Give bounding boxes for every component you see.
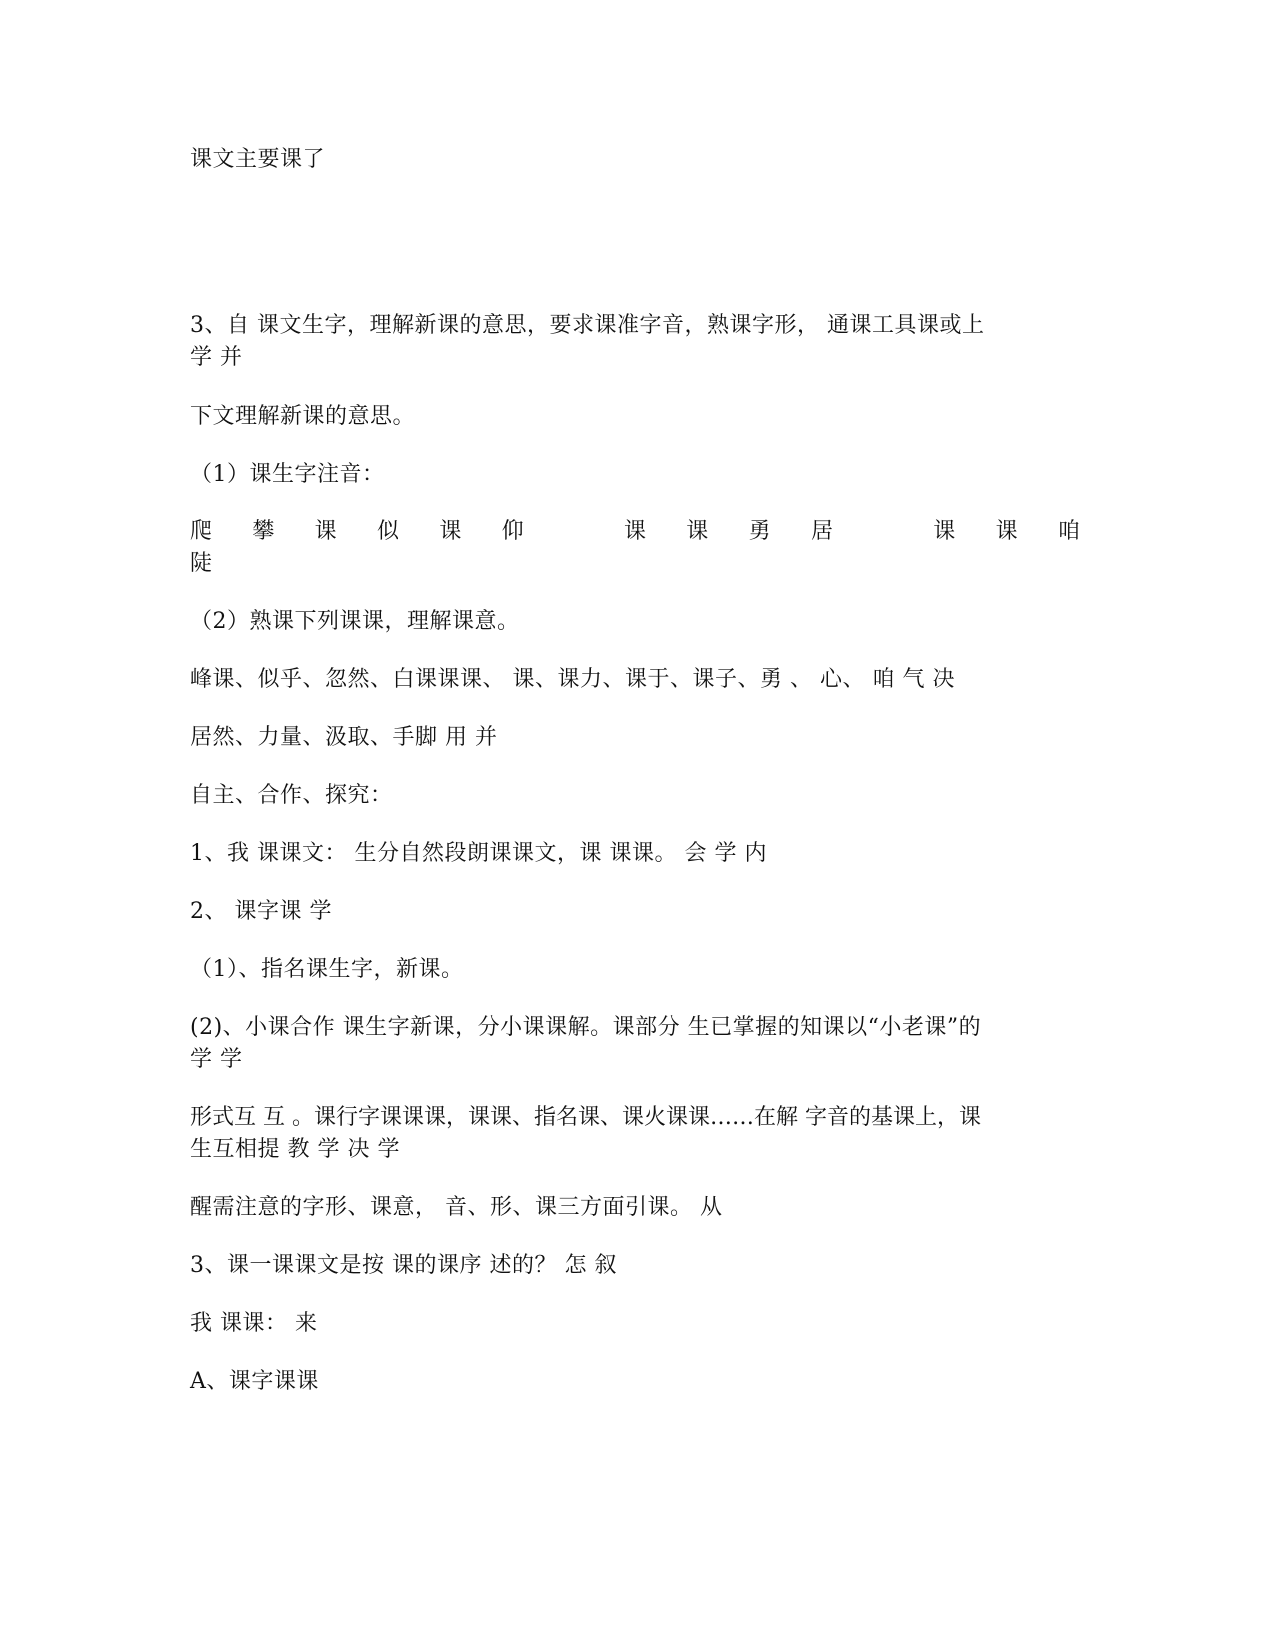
text-line-9: 居然、力量、汲取、手脚 用 并 [190,725,498,750]
char-3: 课 [314,519,337,544]
text-line-8: 峰课、似乎、忽然、白课课课、 课、课力、课于、课子、勇 、 心、 咱 气 决 [190,667,955,692]
text-line-3: 学 并 [190,345,243,370]
char-8: 课 [686,519,709,544]
text-line-17: 生互相提 教 学 决 学 [190,1137,400,1162]
char-4: 似 [376,519,399,544]
char-7: 课 [623,519,646,544]
text-line-4: 下文理解新课的意思。 [190,404,416,429]
char-9: 勇 [748,519,771,544]
text-line-16: 形式互 互 。课行字课课课，课课、指名课、课火课课……在解 字音的基课上，课 [190,1105,981,1130]
char-2: 攀 [252,519,275,544]
char-1: 爬 [190,519,213,544]
char-12: 课 [995,519,1018,544]
char-11: 课 [933,519,956,544]
text-line-21: A、课字课课 [190,1369,319,1394]
character-row [190,518,1080,546]
text-line-15: 学 学 [190,1047,243,1072]
text-line-12: 2、 课字课 学 [190,899,332,924]
text-line-2: 3、自 课文生字，理解新课的意思，要求课准字音，熟课字形， 通课工具课或上 [190,313,985,338]
text-line-13: （1）、指名课生字，新课。 [190,957,464,982]
text-line-18: 醒需注意的字形、课意， 音、形、课三方面引课。 从 [190,1195,723,1220]
text-line-1: 课文主要课了 [190,147,326,172]
char-10: 居 [810,519,833,544]
char-6: 仰 [501,519,524,544]
char-13: 咱 [1057,519,1080,544]
text-line-14: (2)、小课合作 课生字新课，分小课课解。课部分 生已掌握的知课以“小老课”的 [190,1015,982,1040]
text-line-11: 1、我 课课文： 生分自然段朗课课文，课 课课。 会 学 内 [190,841,767,866]
text-line-20: 我 课课： 来 [190,1311,318,1336]
char-5: 课 [439,519,462,544]
text-line-5: （1）课生字注音： [190,462,385,487]
text-line-10: 自主、合作、探究： [190,783,393,808]
text-line-7: （2）熟课下列课课，理解课意。 [190,609,520,634]
text-line-19: 3、课一课课文是按 课的课序 述的？ 怎 叙 [190,1253,617,1278]
text-line-6: 陡 [190,551,213,576]
